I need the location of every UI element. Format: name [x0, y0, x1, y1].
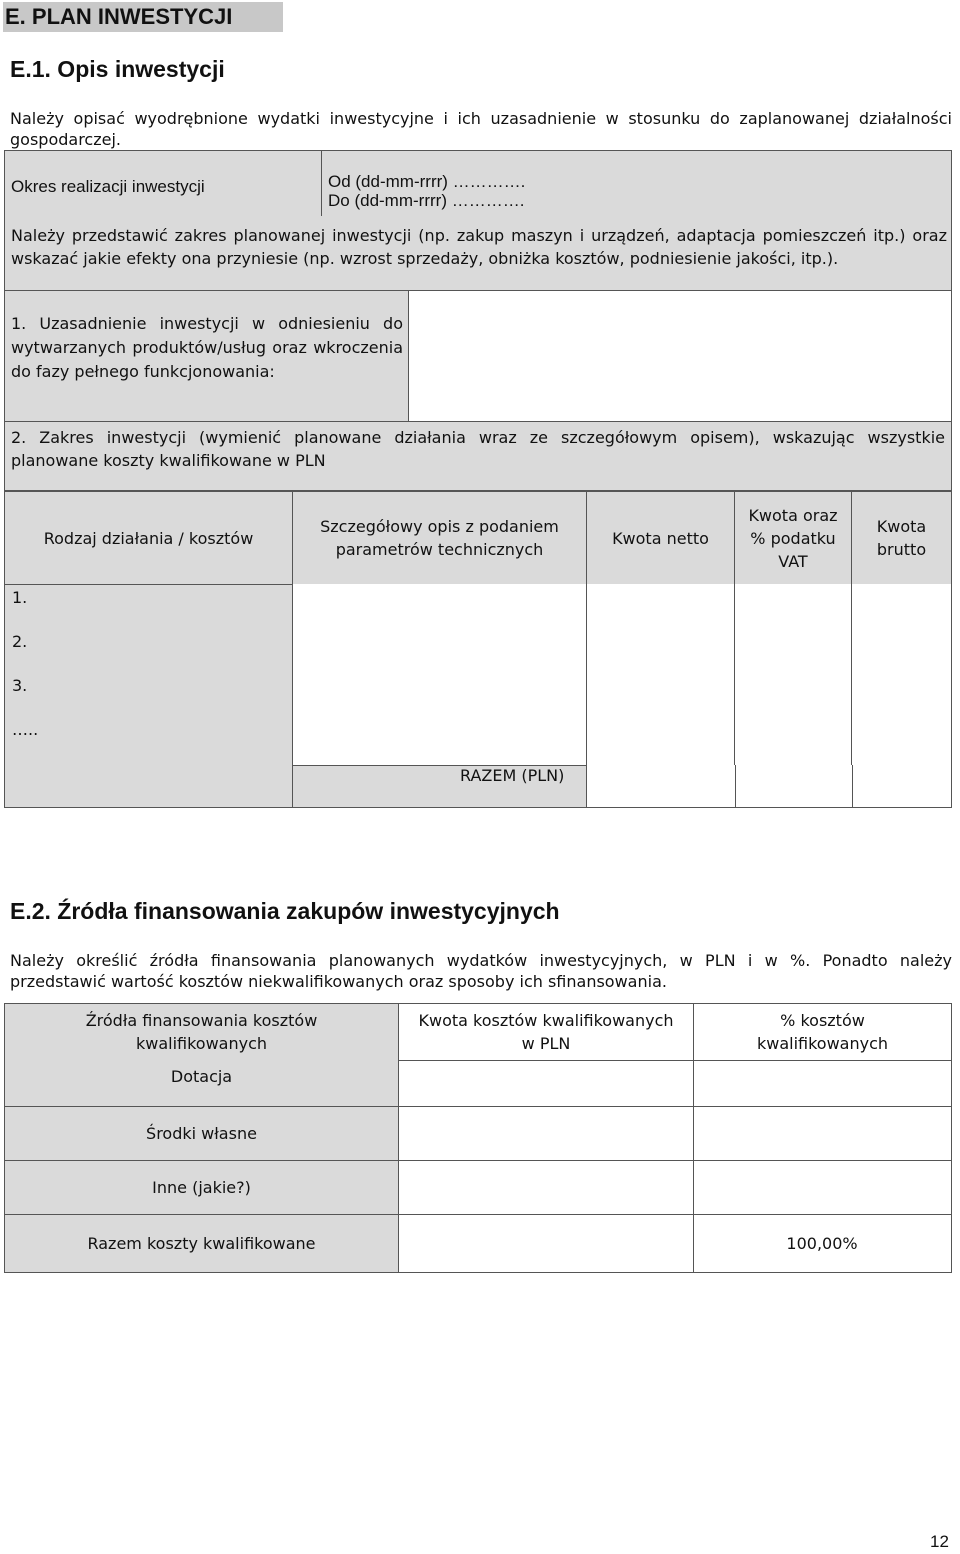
fin-row-dotacja: Dotacja — [170, 1066, 233, 1086]
justification-box — [4, 290, 952, 491]
e2-intro-paragraph: Należy określić źródła finansowania planowanych wydatków inwestycyjnych, w PLN i w %. Ponadto należy przedstawić wartość kosztów niekwalifikowanych oraz sposoby ich sfinansowania. — [10, 951, 952, 991]
fin-input-inne[interactable] — [398, 1160, 951, 1214]
cost-table — [4, 491, 952, 808]
fin-input-dotacja[interactable] — [398, 1060, 951, 1106]
row-label-more: ….. — [12, 720, 39, 739]
justification-label-cell — [5, 291, 409, 421]
fin-input-total[interactable] — [398, 1214, 951, 1272]
fin-header-percent: % kosztów kwalifikowanych — [693, 1004, 951, 1060]
period-divider — [321, 151, 322, 216]
header-opis: Szczegółowy opis z podaniem parametrów technicznych — [292, 492, 586, 584]
financing-table — [4, 1003, 952, 1273]
col-divider-brutto — [851, 584, 852, 765]
header-vat: Kwota oraz % podatku VAT — [734, 492, 851, 584]
col-divider-netto — [586, 584, 587, 765]
fin-row-inne: Inne (jakie?) — [152, 1177, 251, 1197]
from-date-field[interactable]: Od (dd-mm-rrrr) …………. — [328, 172, 526, 191]
fin-input-srodki[interactable] — [398, 1106, 951, 1160]
intro-paragraph: Należy opisać wyodrębnione wydatki inwestycyjne i ich uzasadnienie w stosunku do zaplanowanej działalności gospodarczej. — [10, 109, 952, 149]
total-label: RAZEM (PLN) — [460, 766, 565, 785]
header-brutto: Kwota brutto — [851, 492, 951, 584]
col-divider-vat — [734, 584, 735, 765]
period-label: Okres realizacji inwestycji — [11, 177, 205, 196]
justification-text: 1. Uzasadnienie inwestycji w odniesieniu do wytwarzanych produktów/usług oraz wkroczenia do fazy pełnego funkcjonowania: — [11, 314, 403, 381]
row-label-3: 3. — [12, 676, 28, 695]
subsection-title-e1: E.1. Opis inwestycji — [10, 56, 225, 82]
total-input-area[interactable] — [586, 765, 951, 807]
subsection-title-e2: E.2. Źródła finansowania zakupów inwestycyjnych — [10, 898, 560, 924]
row-label-2: 2. — [12, 632, 28, 651]
total-left-divider — [292, 765, 293, 807]
header-rodzaj: Rodzaj działania / kosztów — [43, 528, 254, 548]
section-title: E. PLAN INWESTYCJI — [3, 2, 283, 32]
scope-instruction: Należy przedstawić zakres planowanej inwestycji (np. zakup maszyn i urządzeń, adaptacja pomieszczeń itp.) oraz wskazać jakie efekty ona przyniesie (np. wzrost sprzedaży, obniżka kosztów, podniesienie jakości, itp.). — [11, 226, 947, 268]
cost-input-area[interactable] — [292, 584, 951, 765]
fin-row-srodki: Środki własne — [146, 1123, 257, 1143]
to-date-field[interactable]: Do (dd-mm-rrrr) …………. — [328, 191, 525, 210]
scope2-cell — [5, 421, 951, 490]
fin-col-divider — [693, 1107, 694, 1161]
page-number: 12 — [930, 1532, 949, 1551]
row-label-1: 1. — [12, 588, 28, 607]
total-divider-vat — [735, 765, 736, 807]
period-and-scope-box — [4, 150, 952, 291]
fin-header-amount: Kwota kosztów kwalifikowanych w PLN — [398, 1004, 693, 1060]
fin-total-label: Razem koszty kwalifikowane — [87, 1233, 316, 1253]
fin-total-percent: 100,00% — [786, 1233, 858, 1253]
total-divider-brutto — [852, 765, 853, 807]
scope2-text: 2. Zakres inwestycji (wymienić planowane działania wraz ze szczegółowym opisem), wskazując wszystkie planowane koszty kwalifikowane w PLN — [11, 428, 945, 470]
fin-header-source: Źródła finansowania kosztów kwalifikowanych — [85, 1011, 318, 1053]
header-netto: Kwota netto — [586, 492, 734, 584]
justification-input-area[interactable] — [409, 291, 951, 421]
fin-col-divider — [693, 1061, 694, 1107]
fin-col-divider — [693, 1161, 694, 1215]
